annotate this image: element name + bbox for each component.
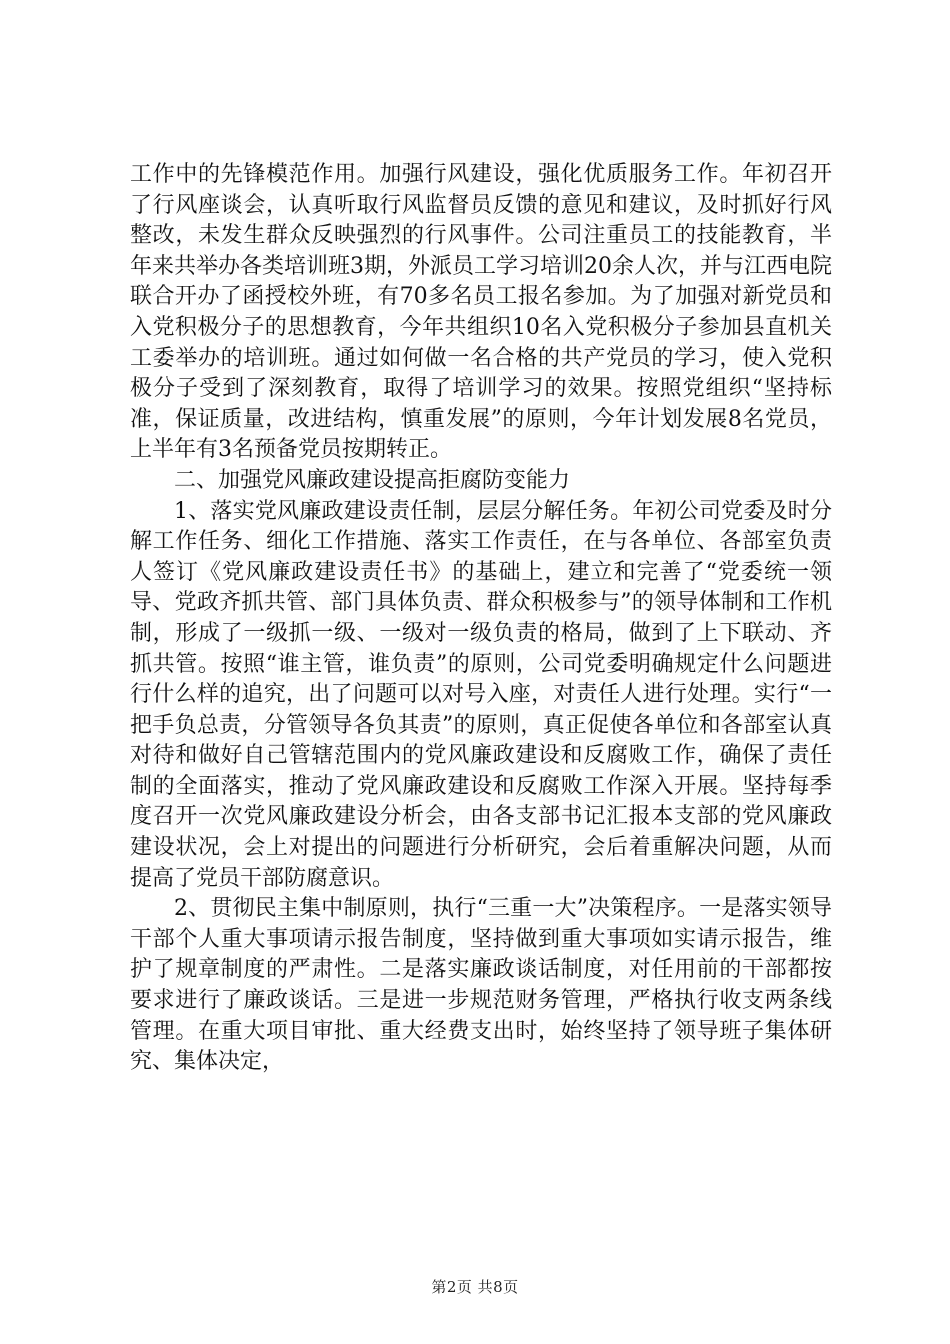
page-number-footer: 第2页 共8页	[431, 1278, 519, 1296]
document-body	[130, 160, 832, 1078]
section-heading-2: 二、加强党风廉政建设提高拒腐防变能力	[174, 467, 571, 493]
paragraph-3: 1、落实党风廉政建设责任制，层层分解任务。年初公司党委及时分解工作任务、细化工作措施、落实工作责任，在与各单位、各部室负责人签订《党风廉政建设责任书》的基础上，建立和完善了“党委统一领导、党政齐抓共管、部门具体负责、群众积极参与”的领导体制和工作机制，形成了一级抓一级、一级对一级负责的格局，做到了上下联动、齐抓共管。按照“谁主管，谁负责”的原则，公司党委明确规定什么问题进行什么样的追究，出了问题可以对号入座，对责任人进行处理。实行“一把手负总责，分管领导各负其责”的原则，真正促使各单位和各部室认真对待和做好自己管辖范围内的党风廉政建设和反腐败工作，确保了责任制的全面落实，推动了党风廉政建设和反腐败工作深入开展。坚持每季度召开一次党风廉政建设分析会，由各支部书记汇报本支部的党风廉政建设状况，会上对提出的问题进行分析研究，会后着重解决问题，从而提高了党员干部防腐意识。	[130, 498, 832, 891]
paragraph-4: 2、贯彻民主集中制原则，执行“三重一大”决策程序。一是落实领导干部个人重大事项请示报告制度，坚持做到重大事项如实请示报告，维护了规章制度的严肃性。二是落实廉政谈话制度，对任用前的干部都按要求进行了廉政谈话。三是进一步规范财务管理，严格执行收支两条线管理。在重大项目审批、重大经费支出时，始终坚持了领导班子集体研究、集体决定，	[130, 896, 832, 1075]
paragraph-1: 工作中的先锋模范作用。加强行风建设，强化优质服务工作。年初召开了行风座谈会，认真听取行风监督员反馈的意见和建议，及时抓好行风整改，未发生群众反映强烈的行风事件。公司注重员工的技能教育，半年来共举办各类培训班3期，外派员工学习培训20余人次，并与江西电院联合开办了函授校外班，有70多名员工报名参加。为了加强对新党员和入党积极分子的思想教育，今年共组织10名入党积极分子参加县直机关工委举办的培训班。通过如何做一名合格的共产党员的学习，使入党积极分子受到了深刻教育，取得了培训学习的效果。按照党组织“坚持标准，保证质量，改进结构，慎重发展”的原则，今年计划发展8名党员，上半年有3名预备党员按期转正。	[130, 162, 832, 463]
